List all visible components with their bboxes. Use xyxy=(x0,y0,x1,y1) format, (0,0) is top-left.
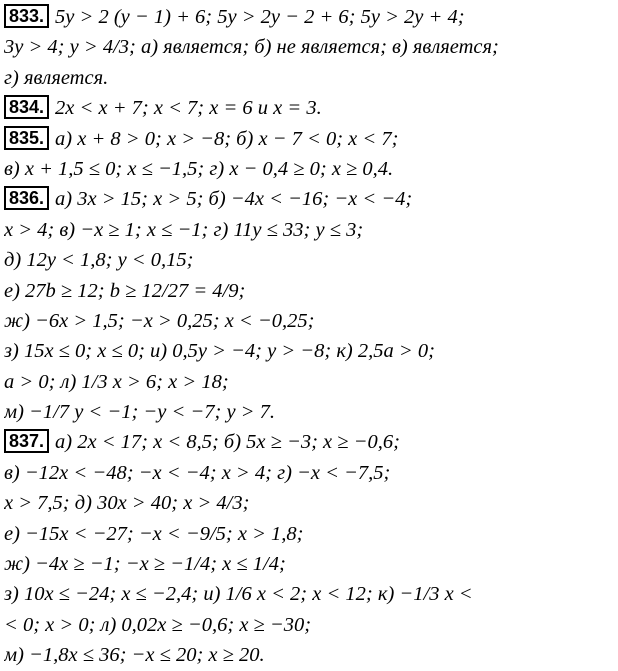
line-836-1 xyxy=(4,184,612,214)
solution-text: < 0; x > 0; л) 0,02x ≥ −0,6; x ≥ −30; xyxy=(4,613,312,636)
solution-text: е) 27b ≥ 12; b ≥ 12/27 = 4/9; xyxy=(4,279,246,302)
line-836-6 xyxy=(4,336,612,366)
line-837-7 xyxy=(4,610,612,640)
solution-text: ж) −6x > 1,5; −x > 0,25; x < −0,25; xyxy=(4,309,315,332)
solution-text: x > 4; в) −x ≥ 1; x ≤ −1; г) 11y ≤ 33; y ≤ 3; xyxy=(4,218,364,241)
line-837-5 xyxy=(4,549,612,579)
problem-number-837: 837. xyxy=(4,429,49,453)
solution-text: x > 7,5; д) 30x > 40; x > 4/3; xyxy=(4,492,250,515)
solution-text: а) 3x > 15; x > 5; б) −4x < −16; −x < −4; xyxy=(55,188,413,211)
line-836-4 xyxy=(4,276,612,306)
line-837-8 xyxy=(4,640,612,670)
line-834-1 xyxy=(4,93,612,123)
line-836-8 xyxy=(4,397,612,427)
solution-text: в) x + 1,5 ≤ 0; x ≤ −1,5; г) x − 0,4 ≥ 0; x ≥ 0,4. xyxy=(4,157,394,180)
solution-text: 2x < x + 7; x < 7; x = 6 и x = 3. xyxy=(55,97,322,120)
line-837-1 xyxy=(4,427,612,457)
solution-text: г) является. xyxy=(4,66,109,89)
solution-text: в) −12x < −48; −x < −4; x > 4; г) −x < −7,5; xyxy=(4,461,391,484)
line-836-2 xyxy=(4,215,612,245)
solution-text: ж) −4x ≥ −1; −x ≥ −1/4; x ≤ 1/4; xyxy=(4,553,286,576)
line-835-2 xyxy=(4,154,612,184)
solution-text: а) 2x < 17; x < 8,5; б) 5x ≥ −3; x ≥ −0,6; xyxy=(55,431,400,454)
line-836-3 xyxy=(4,245,612,275)
line-837-3 xyxy=(4,488,612,518)
line-833-3 xyxy=(4,63,612,93)
solution-text: з) 15x ≤ 0; x ≤ 0; и) 0,5y > −4; y > −8; к) 2,5a > 0; xyxy=(4,340,435,363)
solution-text: д) 12y < 1,8; y < 0,15; xyxy=(4,249,194,272)
problem-number-835: 835. xyxy=(4,126,49,150)
line-835-1 xyxy=(4,124,612,154)
line-837-6 xyxy=(4,579,612,609)
line-836-7 xyxy=(4,367,612,397)
line-833-2 xyxy=(4,32,612,62)
solution-text: 3y > 4; y > 4/3; а) является; б) не является; в) является; xyxy=(4,36,499,59)
line-837-4 xyxy=(4,519,612,549)
solution-text: а) x + 8 > 0; x > −8; б) x − 7 < 0; x < 7; xyxy=(55,127,399,150)
solution-text: м) −1/7 y < −1; −y < −7; y > 7. xyxy=(4,401,276,424)
solution-text: м) −1,8x ≤ 36; −x ≤ 20; x ≥ 20. xyxy=(4,644,265,667)
line-836-5 xyxy=(4,306,612,336)
solution-text: з) 10x ≤ −24; x ≤ −2,4; и) 1/6 x < 2; x < 12; к) −1/3 x < xyxy=(4,583,473,606)
problem-number-836: 836. xyxy=(4,186,49,210)
line-837-2 xyxy=(4,458,612,488)
line-833-1 xyxy=(4,2,612,32)
solution-text: е) −15x < −27; −x < −9/5; x > 1,8; xyxy=(4,522,304,545)
solution-text: a > 0; л) 1/3 x > 6; x > 18; xyxy=(4,370,229,393)
problem-number-833: 833. xyxy=(4,4,49,28)
solution-text: 5y > 2 (y − 1) + 6; 5y > 2y − 2 + 6; 5y > 2y + 4; xyxy=(55,6,465,28)
problem-number-834: 834. xyxy=(4,95,49,119)
